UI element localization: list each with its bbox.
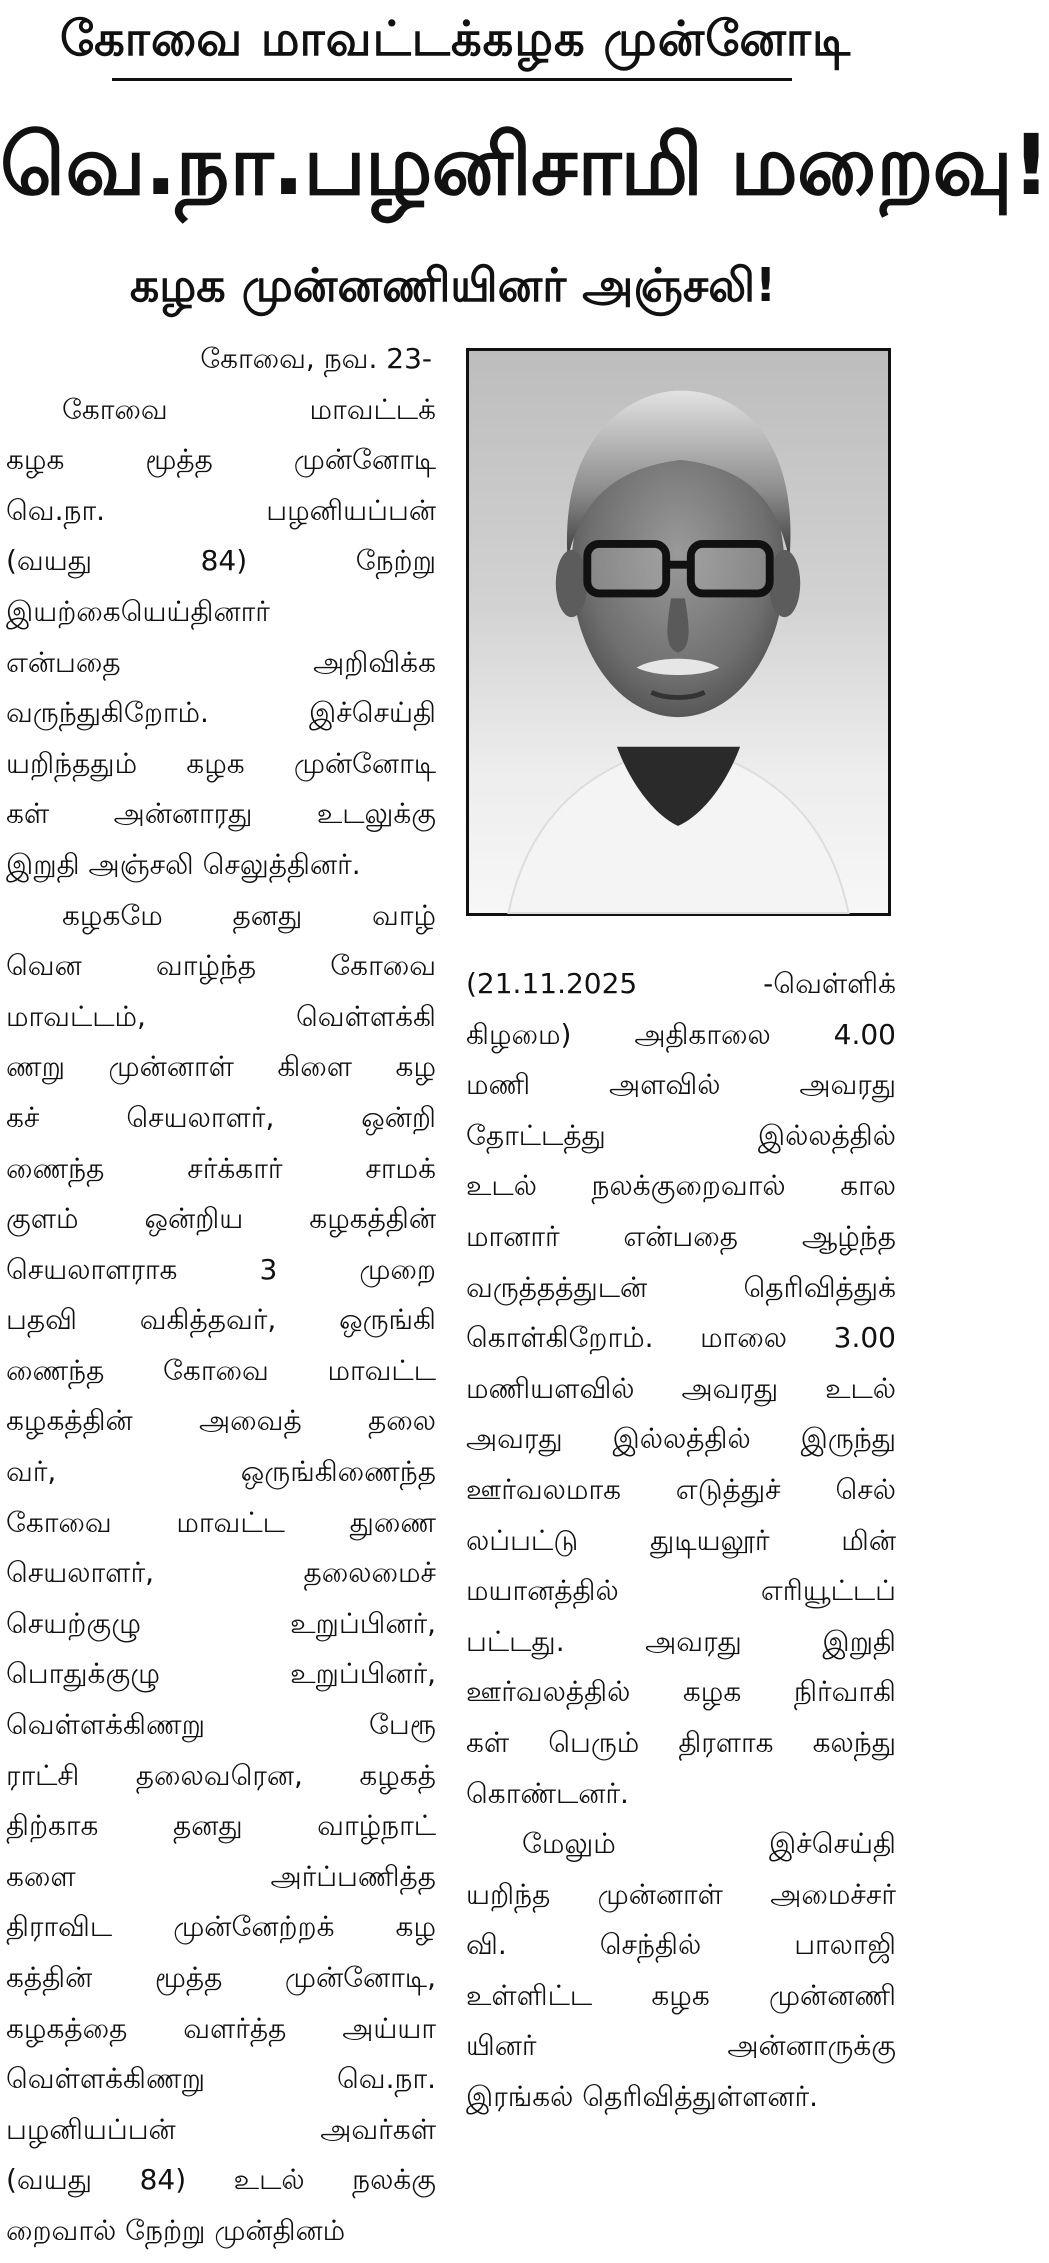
- text-line: கிழமை) அதிகாலை 4.00: [466, 1017, 896, 1051]
- text-line: செயலாளராக 3 முறை: [6, 1252, 436, 1286]
- text-line: திற்காக தனது வாழ்நாட்: [6, 1809, 436, 1843]
- text-line: கழக மூத்த முன்னோடி: [6, 443, 436, 477]
- right-column-body: [466, 965, 896, 2129]
- kicker-heading: கோவை மாவட்டக்கழக முன்னோடி: [60, 11, 852, 67]
- text-line: இயற்கையெய்தினார்: [6, 594, 270, 628]
- text-line: மயானத்தில் எரியூட்டப்: [466, 1574, 896, 1608]
- text-line: கள் பெரும் திரளாக கலந்து: [466, 1725, 896, 1759]
- text-line: (21.11.2025 -வெள்ளிக்: [466, 967, 896, 1000]
- text-line: வெள்ளக்கிணறு வெ.நா.: [6, 2062, 436, 2096]
- right-column: [466, 965, 896, 2129]
- text-line: யறிந்ததும் கழக முன்னோடி: [6, 746, 436, 780]
- text-line: கழகமே தனது வாழ்: [62, 898, 436, 932]
- text-line: வெ.நா. பழனியப்பன்: [6, 493, 436, 527]
- text-line: ணைந்த சர்க்கார் சாமக்: [6, 1151, 436, 1185]
- text-line: கோவை மாவட்டக்: [62, 392, 436, 426]
- text-line: உடல் நலக்குறைவால் கால: [466, 1169, 896, 1203]
- text-line: (வயது 84) உடல் நலக்கு: [6, 2163, 436, 2197]
- text-line: திராவிட முன்னேற்றக் கழ: [6, 1910, 436, 1944]
- text-line: வருத்தத்துடன் தெரிவித்துக்: [466, 1270, 896, 1304]
- text-line: கழகத்தை வளர்த்த அய்யா: [6, 2011, 436, 2045]
- text-line: ணைந்த கோவை மாவட்ட: [6, 1353, 436, 1387]
- text-line: வெள்ளக்கிணறு பேரூ: [6, 1708, 436, 1742]
- text-line: பொதுக்குழு உறுப்பினர்,: [6, 1657, 436, 1691]
- text-line: லப்பட்டு துடியலூர் மின்: [466, 1523, 896, 1557]
- kicker-underline: [112, 78, 792, 81]
- portrait-illustration: [469, 351, 888, 913]
- portrait-photo: [466, 348, 891, 916]
- text-line: மேலும் இச்செய்தி: [522, 1827, 896, 1861]
- text-line: வென வாழ்ந்த கோவை: [6, 949, 436, 983]
- text-line: பழனியப்பன் அவர்கள்: [6, 2112, 436, 2146]
- text-line: வருந்துகிறோம். இச்செய்தி: [6, 696, 436, 730]
- text-line: களை அர்ப்பணித்த: [6, 1859, 436, 1893]
- left-column: [6, 340, 436, 2263]
- headline: வெ.நா.பழனிசாமி மறைவு!: [0, 116, 1049, 214]
- text-line: கழகத்தின் அவைத் தலை: [6, 1404, 436, 1438]
- text-line: உள்ளிட்ட கழக முன்னணி: [466, 1978, 896, 2012]
- text-line: ஊர்வலத்தில் கழக நிர்வாகி: [466, 1675, 896, 1709]
- text-line: செயற்குழு உறுப்பினர்,: [6, 1606, 436, 1640]
- text-line: ராட்சி தலைவரென, கழகத்: [6, 1758, 436, 1792]
- text-line: மணியளவில் அவரது உடல்: [466, 1371, 896, 1405]
- text-line: மானார் என்பதை ஆழ்ந்த: [466, 1219, 896, 1253]
- text-line: ணறு முன்னாள் கிளை கழ: [6, 1050, 436, 1084]
- text-line: குளம் ஒன்றிய கழகத்தின்: [6, 1202, 436, 1236]
- left-column-body: [6, 391, 436, 2263]
- text-line: தோட்டத்து இல்லத்தில்: [466, 1118, 896, 1152]
- text-line: கள் அன்னாரது உடலுக்கு: [6, 797, 436, 831]
- text-line: மணி அளவில் அவரது: [466, 1068, 896, 1102]
- text-line: யறிந்த முன்னாள் அமைச்சர்: [466, 1877, 896, 1911]
- text-line: கொள்கிறோம். மாலை 3.00: [466, 1321, 896, 1355]
- text-line: பதவி வகித்தவர், ஒருங்கி: [6, 1303, 436, 1337]
- text-line: வர், ஒருங்கிணைந்த: [6, 1455, 436, 1489]
- text-line: அவரது இல்லத்தில் இருந்து: [466, 1422, 896, 1456]
- text-line: இறுதி அஞ்சலி செலுத்தினர்.: [6, 847, 361, 881]
- text-line: ஊர்வலமாக எடுத்துச் செல்: [466, 1472, 896, 1506]
- dateline: கோவை, நவ. 23-: [200, 342, 432, 375]
- text-line: (வயது 84) நேற்று: [6, 544, 436, 578]
- text-line: கச் செயலாளர், ஒன்றி: [6, 1100, 436, 1134]
- text-line: மாவட்டம், வெள்ளக்கி: [6, 999, 436, 1033]
- text-line: றைவால் நேற்று முன்தினம்: [6, 2213, 346, 2247]
- text-line: கத்தின் மூத்த முன்னோடி,: [6, 1961, 436, 1994]
- text-line: இரங்கல் தெரிவித்துள்ளனர்.: [466, 2080, 819, 2114]
- text-line: பட்டது. அவரது இறுதி: [466, 1624, 896, 1658]
- subheadline: கழக முன்னணியினர் அஞ்சலி!: [129, 258, 777, 312]
- text-line: என்பதை அறிவிக்க: [6, 645, 436, 679]
- text-line: கோவை மாவட்ட துணை: [6, 1505, 436, 1539]
- text-line: செயலாளர், தலைமைச்: [6, 1556, 436, 1590]
- text-line: வி. செந்தில் பாலாஜி: [466, 1928, 896, 1962]
- text-line: யினர் அன்னாருக்கு: [466, 2029, 896, 2063]
- text-line: கொண்டனர்.: [466, 1776, 629, 1810]
